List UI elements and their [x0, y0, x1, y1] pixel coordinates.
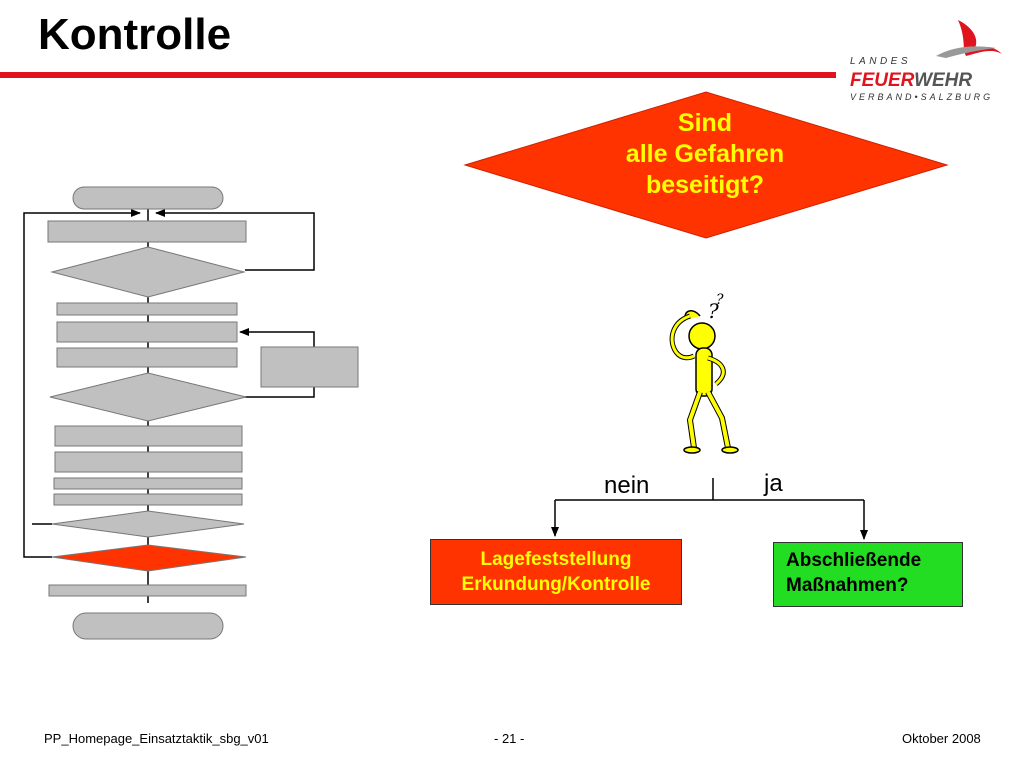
flow-side-step	[261, 347, 358, 387]
flow-decision-highlight	[52, 545, 246, 571]
question-line-2: alle Gefahren	[625, 140, 785, 168]
flow-step	[57, 303, 237, 315]
page-title: Kontrolle	[38, 10, 232, 59]
footer-page-number: - 21 -	[494, 731, 525, 746]
svg-text:?: ?	[716, 292, 724, 308]
logo-text-feuer: FEUER	[850, 70, 915, 91]
footer-filename: PP_Homepage_Einsatztaktik_sbg_v01	[44, 731, 269, 746]
footer-date: Oktober 2008	[902, 731, 981, 746]
flow-decision	[50, 373, 246, 421]
svg-text:?: ?	[708, 299, 719, 323]
flow-end-terminal	[73, 613, 223, 639]
flow-step	[54, 494, 242, 505]
flow-decision	[52, 511, 244, 537]
outcome-yes-line-2: Maßnahmen?	[786, 575, 909, 596]
flow-step	[49, 585, 246, 596]
branch-no-label: nein	[604, 472, 650, 499]
branch-yes-label: ja	[764, 470, 783, 497]
question-line-1: Sind	[677, 109, 733, 137]
flow-step	[54, 478, 242, 489]
outcome-yes-box	[773, 542, 963, 607]
thinking-person-icon	[672, 292, 738, 453]
question-line-3: beseitigt?	[645, 171, 765, 199]
flow-step	[55, 426, 242, 446]
outcome-yes-line-1: Abschließende	[786, 550, 922, 571]
branch-connectors	[555, 478, 864, 539]
flow-step	[48, 221, 246, 242]
logo-text-bottom: VERBAND•SALZBURG	[850, 92, 994, 102]
flow-step	[57, 348, 237, 367]
logo-text-top: LANDES	[850, 56, 912, 67]
question-text	[560, 108, 850, 201]
flow-decision	[52, 247, 244, 297]
flow-start-terminal	[73, 187, 223, 209]
outcome-no-box	[430, 539, 682, 605]
flow-step	[55, 452, 242, 472]
outcome-no-line-1: Lagefeststellung	[480, 549, 632, 570]
logo-text-wehr: WEHR	[914, 70, 973, 91]
mini-flowchart-shapes	[48, 187, 358, 639]
outcome-no-line-2: Erkundung/Kontrolle	[461, 574, 651, 595]
flow-step	[57, 322, 237, 342]
